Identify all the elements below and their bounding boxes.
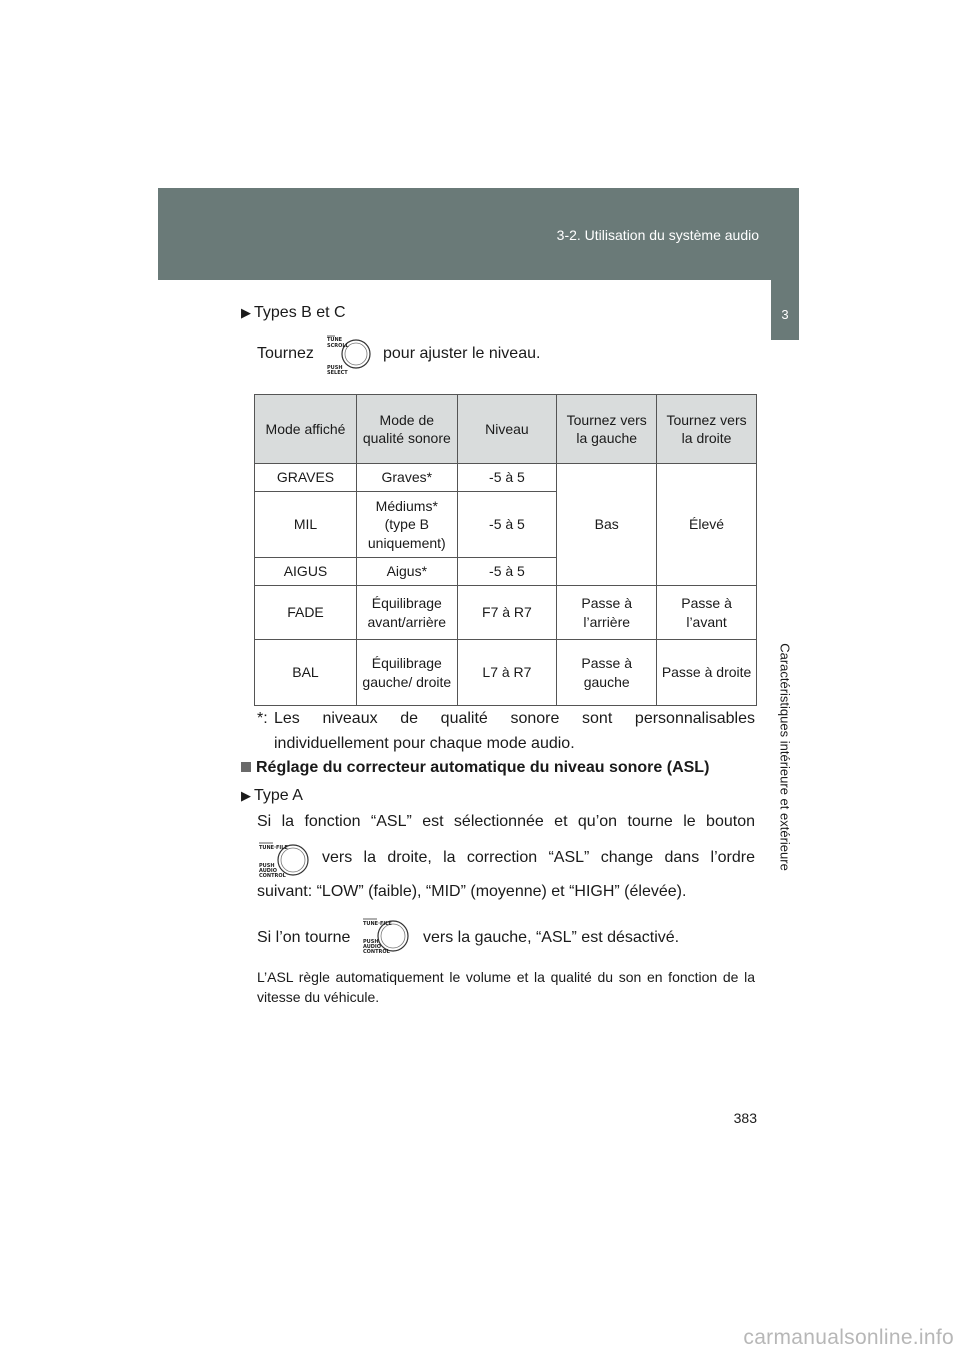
tune-file-knob-icon xyxy=(355,916,411,956)
table-row xyxy=(255,464,757,492)
tune-scroll-knob-icon xyxy=(325,333,371,373)
arrow-right-icon: ▶ xyxy=(241,305,251,320)
cell-level: -5 à 5 xyxy=(457,558,557,586)
watermark: carmanualsonline.info xyxy=(743,1326,954,1349)
table-row xyxy=(255,640,757,706)
cell-quality: Équilibrage avant/arrière xyxy=(356,586,457,640)
square-bullet-icon xyxy=(241,762,251,772)
svg-text:SCROLL: SCROLL xyxy=(327,343,349,349)
cell-right: Passe à droite xyxy=(657,640,757,706)
asl-note: L’ASL règle automatiquement le volume et la qualité du son en fonction de la vitesse du véhicule. xyxy=(257,969,755,1005)
cell-left: Passe à l’arrière xyxy=(557,586,657,640)
col-header: Mode affiché xyxy=(255,395,357,464)
chapter-side-label: Caractéristiques intérieure et extérieure xyxy=(777,643,793,871)
cell-right: Passe à l’avant xyxy=(657,586,757,640)
cell-level: L7 à R7 xyxy=(457,640,557,706)
svg-text:AUDIO: AUDIO xyxy=(259,868,278,874)
cell-mode: BAL xyxy=(255,640,357,706)
cell-mode: MIL xyxy=(255,492,357,558)
cell-quality: Équilibrage gauche/ droite xyxy=(356,640,457,706)
table-row xyxy=(255,586,757,640)
cell-mode: GRAVES xyxy=(255,464,357,492)
svg-text:CONTROL: CONTROL xyxy=(259,873,286,879)
cell-level: F7 à R7 xyxy=(457,586,557,640)
svg-text:CONTROL: CONTROL xyxy=(363,949,390,955)
svg-text:TUNE·FILE: TUNE·FILE xyxy=(259,845,288,851)
asl-heading-text: Réglage du correcteur automatique du niveau sonore (ASL) xyxy=(256,759,710,776)
header-band xyxy=(158,188,799,280)
cell-left-merged: Bas xyxy=(557,464,657,586)
asl-line-4-suffix: vers la gauche, “ASL” est désactivé. xyxy=(423,929,680,946)
footnote-mark: *: xyxy=(257,710,268,727)
svg-text:PUSH: PUSH xyxy=(259,863,275,869)
types-bc-label: Types B et C xyxy=(254,304,346,321)
svg-text:TUNE·FILE: TUNE·FILE xyxy=(363,921,392,927)
type-a-label: Type A xyxy=(254,787,303,804)
arrow-right-icon: ▶ xyxy=(241,788,251,803)
cell-left: Passe à gauche xyxy=(557,640,657,706)
cell-quality: Médiums* (type B uniquement) xyxy=(356,492,457,558)
audio-settings-table xyxy=(254,394,757,706)
col-header: Mode de qualité sonore xyxy=(356,395,457,464)
types-bc-heading xyxy=(241,304,346,322)
cell-mode: AIGUS xyxy=(255,558,357,586)
cell-level: -5 à 5 xyxy=(457,464,557,492)
cell-level: -5 à 5 xyxy=(457,492,557,558)
svg-text:AUDIO: AUDIO xyxy=(363,944,382,950)
table-header-row xyxy=(255,395,757,464)
cell-quality: Graves* xyxy=(356,464,457,492)
asl-line-4-prefix: Si l’on tourne xyxy=(257,929,351,946)
svg-text:SELECT: SELECT xyxy=(327,370,348,375)
page-number: 383 xyxy=(733,1110,757,1126)
asl-line-1: Si la fonction “ASL” est sélectionnée et qu’on tourne le bouton xyxy=(257,813,755,830)
asl-line-3: suivant: “LOW” (faible), “MID” (moyenne) et “HIGH” (élevée). xyxy=(257,883,687,900)
section-title: 3-2. Utilisation du système audio xyxy=(556,227,759,243)
turn-suffix: pour ajuster le niveau. xyxy=(383,345,541,362)
footnote xyxy=(257,706,755,756)
svg-text:PUSH: PUSH xyxy=(327,365,343,371)
col-header: Niveau xyxy=(457,395,557,464)
chapter-number: 3 xyxy=(781,307,789,322)
svg-text:TUNE: TUNE xyxy=(327,337,343,343)
asl-line-2: vers la droite, la correction “ASL” change dans l’ordre xyxy=(322,849,755,866)
turn-instruction xyxy=(257,333,757,375)
asl-heading xyxy=(241,759,709,777)
svg-text:PUSH: PUSH xyxy=(363,939,379,945)
cell-quality: Aigus* xyxy=(356,558,457,586)
col-header: Tournez vers la gauche xyxy=(557,395,657,464)
cell-mode: FADE xyxy=(255,586,357,640)
footnote-text: Les niveaux de qualité sonore sont personnalisables individuellement pour chaque mode audio. xyxy=(274,710,755,752)
col-header: Tournez vers la droite xyxy=(657,395,757,464)
cell-right-merged: Élevé xyxy=(657,464,757,586)
turn-prefix: Tournez xyxy=(257,345,314,362)
tune-file-knob-icon xyxy=(257,840,311,880)
type-a-heading xyxy=(241,787,303,805)
